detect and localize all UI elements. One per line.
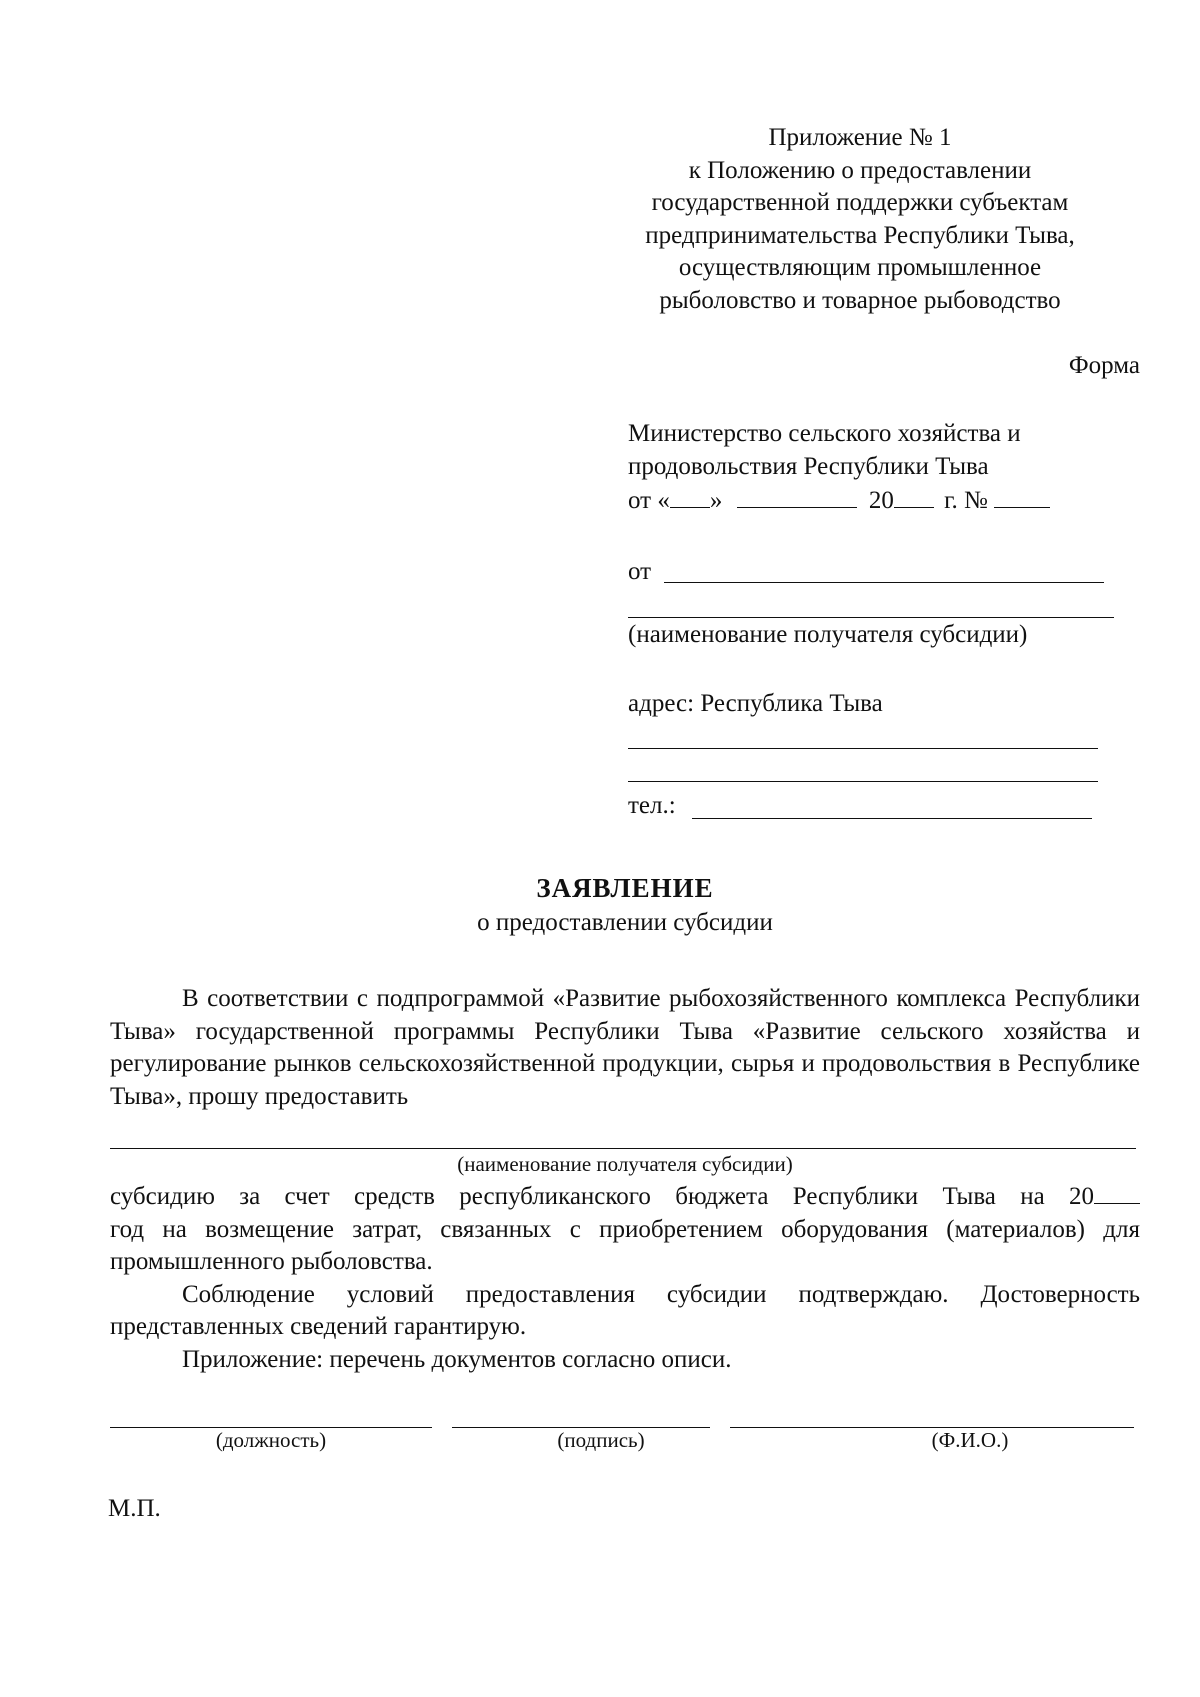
annex-heading: [600, 122, 1120, 317]
number-prefix: г. №: [944, 487, 988, 514]
stamp-label: М.П.: [108, 1495, 161, 1522]
day-field[interactable]: [670, 506, 710, 508]
address-label: адрес: Республика Тыва: [628, 690, 883, 717]
paragraph-2-rest: год на возмещение затрат, связанных с приобретением оборудования (материалов) для промышленного рыболовства.: [110, 1215, 1140, 1275]
annex-line-3: государственной поддержки субъектам: [651, 189, 1069, 216]
from-field-second-line[interactable]: [628, 617, 1114, 618]
phone-field[interactable]: [692, 818, 1092, 819]
phone-label: тел.:: [628, 792, 676, 819]
body-paragraph-1: [110, 983, 1140, 1113]
document-subtitle: о предоставлении субсидии: [477, 909, 773, 936]
body-paragraph-2: [110, 1181, 1140, 1376]
year-field[interactable]: [894, 506, 934, 508]
annex-line-5: осуществляющим промышленное: [678, 254, 1042, 281]
annex-line-2: к Положению о предоставлении: [688, 156, 1032, 184]
form-label: Форма: [1068, 352, 1140, 379]
from-label: от: [628, 558, 652, 585]
subsidy-year-field[interactable]: [1094, 1202, 1140, 1204]
addressee-line-1: Министерство сельского хозяйства и: [628, 420, 1021, 447]
month-field[interactable]: [737, 506, 857, 508]
name-caption: (Ф.И.О.): [931, 1428, 1009, 1452]
addressee-recipient-caption: (наименование получателя субсидии): [628, 621, 1028, 648]
body-recipient-caption: (наименование получателя субсидии): [457, 1152, 793, 1176]
paragraph-2-line-1: субсидию за счет средств республиканского бюджета Республики Тыва на 20: [110, 1183, 1094, 1210]
recipient-name-field[interactable]: [110, 1148, 1136, 1149]
signature-caption: (подпись): [557, 1428, 645, 1452]
paragraph-2-first-line: [110, 1181, 1140, 1214]
from-field[interactable]: [664, 582, 1104, 583]
date-quote-close: »: [709, 487, 723, 514]
paragraph-3: Соблюдение условий предоставления субсидии подтверждаю. Достоверность представленных сведений гарантирую.: [110, 1280, 1140, 1340]
annex-line-4: предпринимательства Республики Тыва,: [645, 221, 1075, 249]
number-field[interactable]: [994, 506, 1050, 508]
date-number-line: [628, 485, 1050, 517]
year-prefix: 20: [868, 487, 894, 514]
address-field-line-2[interactable]: [628, 781, 1098, 782]
date-prefix: от «: [628, 487, 670, 514]
annex-line-6: рыболовство и товарное рыбоводство: [659, 286, 1061, 314]
document-title: ЗАЯВЛЕНИЕ: [536, 873, 714, 903]
address-field-line-1[interactable]: [628, 748, 1098, 749]
addressee-line-2: продовольствия Республики Тыва: [628, 453, 989, 480]
paragraph-1-text: В соответствии с подпрограммой «Развитие рыбохозяйственного комплекса Республики Тыва» государственной программы Республики Тыва «Развитие сельского хозяйства и регулирование рынков сельскохозяйственной продукции, сырья и продовольствия в Республике Тыва», прошу предоставить: [110, 985, 1140, 1110]
position-caption: (должность): [215, 1428, 327, 1452]
annex-line-1: Приложение № 1: [768, 124, 952, 151]
paragraph-4: Приложение: перечень документов согласно описи.: [182, 1345, 732, 1373]
